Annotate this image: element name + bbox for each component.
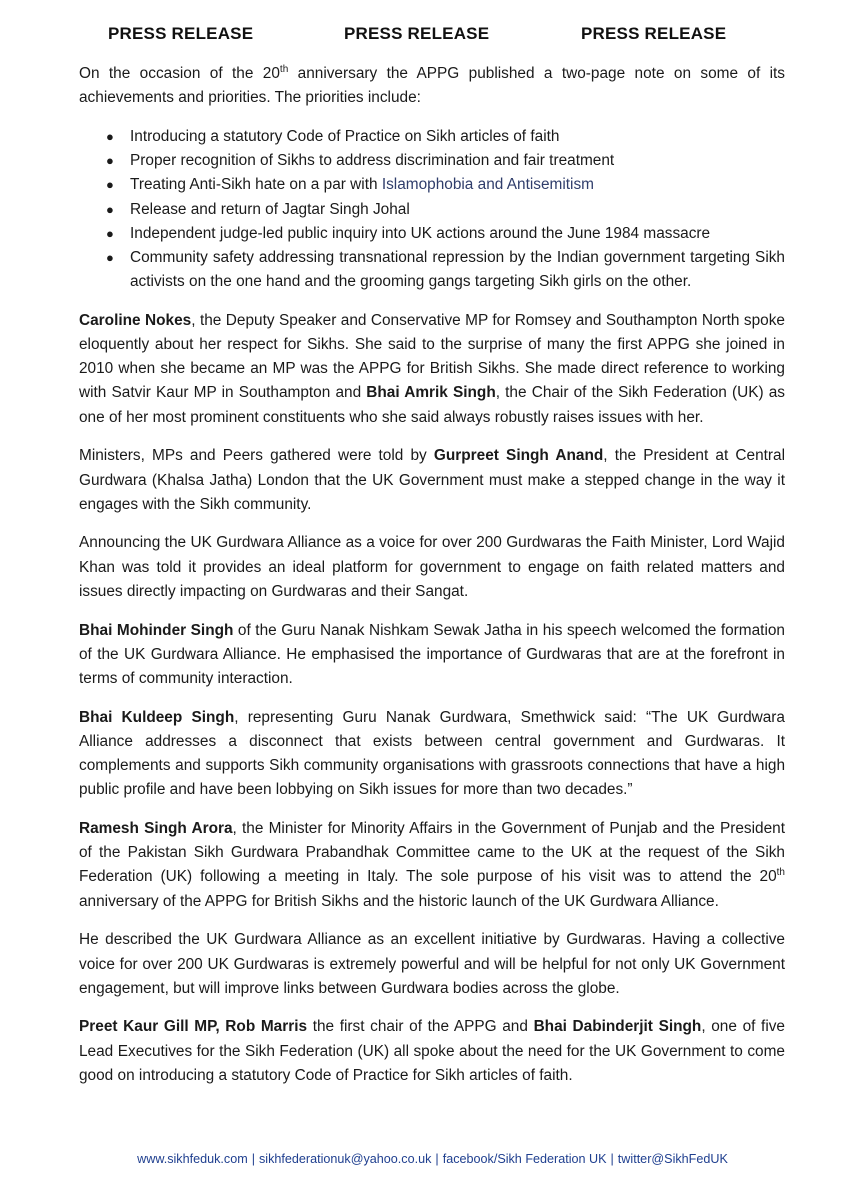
speaker-name: Preet Kaur Gill MP, Rob Marris	[79, 1018, 308, 1036]
bullet-icon: ●	[106, 201, 114, 217]
priority-text: Independent judge-led public inquiry into UK actions around the June 1984 massacre	[130, 224, 711, 242]
priority-text: Community safety addressing transnational repression by the Indian government targeting Sikh activists on the one hand and the grooming gangs targeting Sikh girls on the other.	[130, 248, 785, 291]
speaker-name: Ramesh Singh Arora	[79, 819, 233, 837]
paragraph-text: , one of five Lead Executives for the Sikh Federation (UK) all spoke about the need for the UK Government to come good on introducing a statutory Code of Practice for Sikh articles of faith.	[79, 1018, 785, 1084]
speaker-name: Bhai Kuldeep Singh	[79, 708, 235, 726]
list-item	[79, 222, 785, 246]
facebook-link[interactable]: facebook/Sikh Federation UK	[442, 1152, 607, 1166]
arora-paragraph	[79, 817, 785, 914]
email-link[interactable]: sikhfederationuk@yahoo.co.uk	[259, 1152, 432, 1166]
priority-text: Proper recognition of Sikhs to address discrimination and fair treatment	[130, 152, 615, 170]
bullet-icon: ●	[106, 225, 114, 241]
speaker-name: Bhai Mohinder Singh	[79, 621, 234, 639]
priority-text: Introducing a statutory Code of Practice on Sikh articles of faith	[130, 127, 560, 145]
paragraph-text: , representing Guru Nanak Gurdwara, Smethwick said: “The UK Gurdwara Alliance addresses a disconnect that exists between central government and Gurdwaras. It complements and supports Sikh community organisations with grassroots connections that have a high public profile and have been lobbying on Sikh issues for more than two decades.”	[79, 708, 785, 799]
list-item	[79, 198, 785, 222]
alliance-paragraph: Announcing the UK Gurdwara Alliance as a voice for over 200 Gurdwaras the Faith Minister, Lord Wajid Khan was told it provides an ideal platform for government to engage on faith related matters and issues directly impacting on Gurdwaras and their Sangat.	[79, 534, 785, 600]
twitter-link[interactable]: twitter@SikhFedUK	[617, 1152, 728, 1166]
priority-text: Treating Anti-Sikh hate on a par with	[130, 176, 382, 194]
website-link[interactable]: www.sikhfeduk.com	[137, 1152, 248, 1166]
paragraph-text: of the Guru Nanak Nishkam Sewak Jatha in his speech welcomed the formation of the UK Gurdwara Alliance. He emphasised the importance of Gurdwaras that are at the forefront in terms of community interaction.	[79, 621, 785, 687]
footer-separator: |	[610, 1152, 614, 1166]
bullet-icon: ●	[106, 153, 114, 169]
intro-superscript: th	[279, 63, 289, 75]
paragraph-text: Ministers, MPs and Peers gathered were told by	[79, 447, 434, 465]
bullet-icon: ●	[106, 177, 114, 193]
paragraph-text: , the Deputy Speaker and Conservative MP for Romsey and Southampton North spoke eloquently about her respect for Sikhs. She said to the surprise of many the first APPG she joined in 2010 when she became an MP was the APPG for British Sikhs. She made direct reference to working with Satvir Kaur MP in Southampton and	[79, 311, 785, 402]
intro-text-end: anniversary the APPG published a two-page note on some of its achievements and priorities. The priorities include:	[79, 65, 785, 107]
bullet-icon: ●	[106, 249, 114, 265]
superscript: th	[776, 867, 785, 879]
kuldeep-paragraph	[79, 706, 785, 803]
priority-text: Release and return of Jagtar Singh Johal	[130, 200, 410, 218]
paragraph-text: , the Chair of the Sikh Federation (UK) as one of her most prominent constituents who she said always robustly raises issues with her.	[79, 384, 785, 426]
described-paragraph: He described the UK Gurdwara Alliance as an excellent initiative by Gurdwaras. Having a collective voice for over 200 UK Gurdwaras is extremely powerful and will be helpful for not only UK Government engagement, but will improve links between Gurdwara bodies across the globe.	[79, 931, 785, 997]
paragraph-text: , the President at Central Gurdwara (Khalsa Jatha) London that the UK Government must make a stepped change in the way it engages with the Sikh community.	[79, 447, 786, 513]
paragraph-text: the first chair of the APPG and	[307, 1018, 534, 1036]
speaker-name: Caroline Nokes	[79, 311, 192, 329]
bullet-icon: ●	[106, 128, 114, 144]
priorities-list	[79, 125, 785, 294]
paragraph-text: , the Minister for Minority Affairs in the Government of Punjab and the President of the Pakistan Sikh Gurdwara Prabandhak Committee came to the UK at the request of the Sikh Federation (UK) following a meeting in Italy. The sole purpose of his visit was to attend the 20	[79, 819, 785, 886]
press-release-label-2: PRESS RELEASE	[344, 24, 490, 43]
press-release-body	[79, 62, 785, 1103]
gill-paragraph	[79, 1015, 785, 1088]
intro-paragraph	[79, 62, 785, 110]
list-item	[79, 173, 785, 197]
nokes-paragraph	[79, 309, 785, 430]
speaker-name: Bhai Dabinderjit Singh	[533, 1018, 702, 1036]
list-item	[79, 246, 785, 294]
press-release-header	[0, 24, 865, 48]
mohinder-paragraph	[79, 619, 785, 692]
intro-text-start: On the occasion of the 20	[79, 65, 280, 82]
speaker-name: Gurpreet Singh Anand	[433, 447, 604, 465]
list-item	[79, 125, 785, 149]
contact-footer	[0, 1152, 865, 1166]
speaker-name: Bhai Amrik Singh	[366, 384, 496, 402]
paragraph-text: anniversary of the APPG for British Sikhs and the historic launch of the UK Gurdwara Alliance.	[79, 892, 719, 910]
anand-paragraph	[79, 444, 785, 517]
footer-separator: |	[251, 1152, 255, 1166]
priority-accent-text: Islamophobia and Antisemitism	[381, 176, 594, 194]
list-item	[79, 149, 785, 173]
press-release-label-3: PRESS RELEASE	[581, 24, 727, 43]
press-release-label-1: PRESS RELEASE	[108, 24, 254, 43]
footer-separator: |	[435, 1152, 439, 1166]
